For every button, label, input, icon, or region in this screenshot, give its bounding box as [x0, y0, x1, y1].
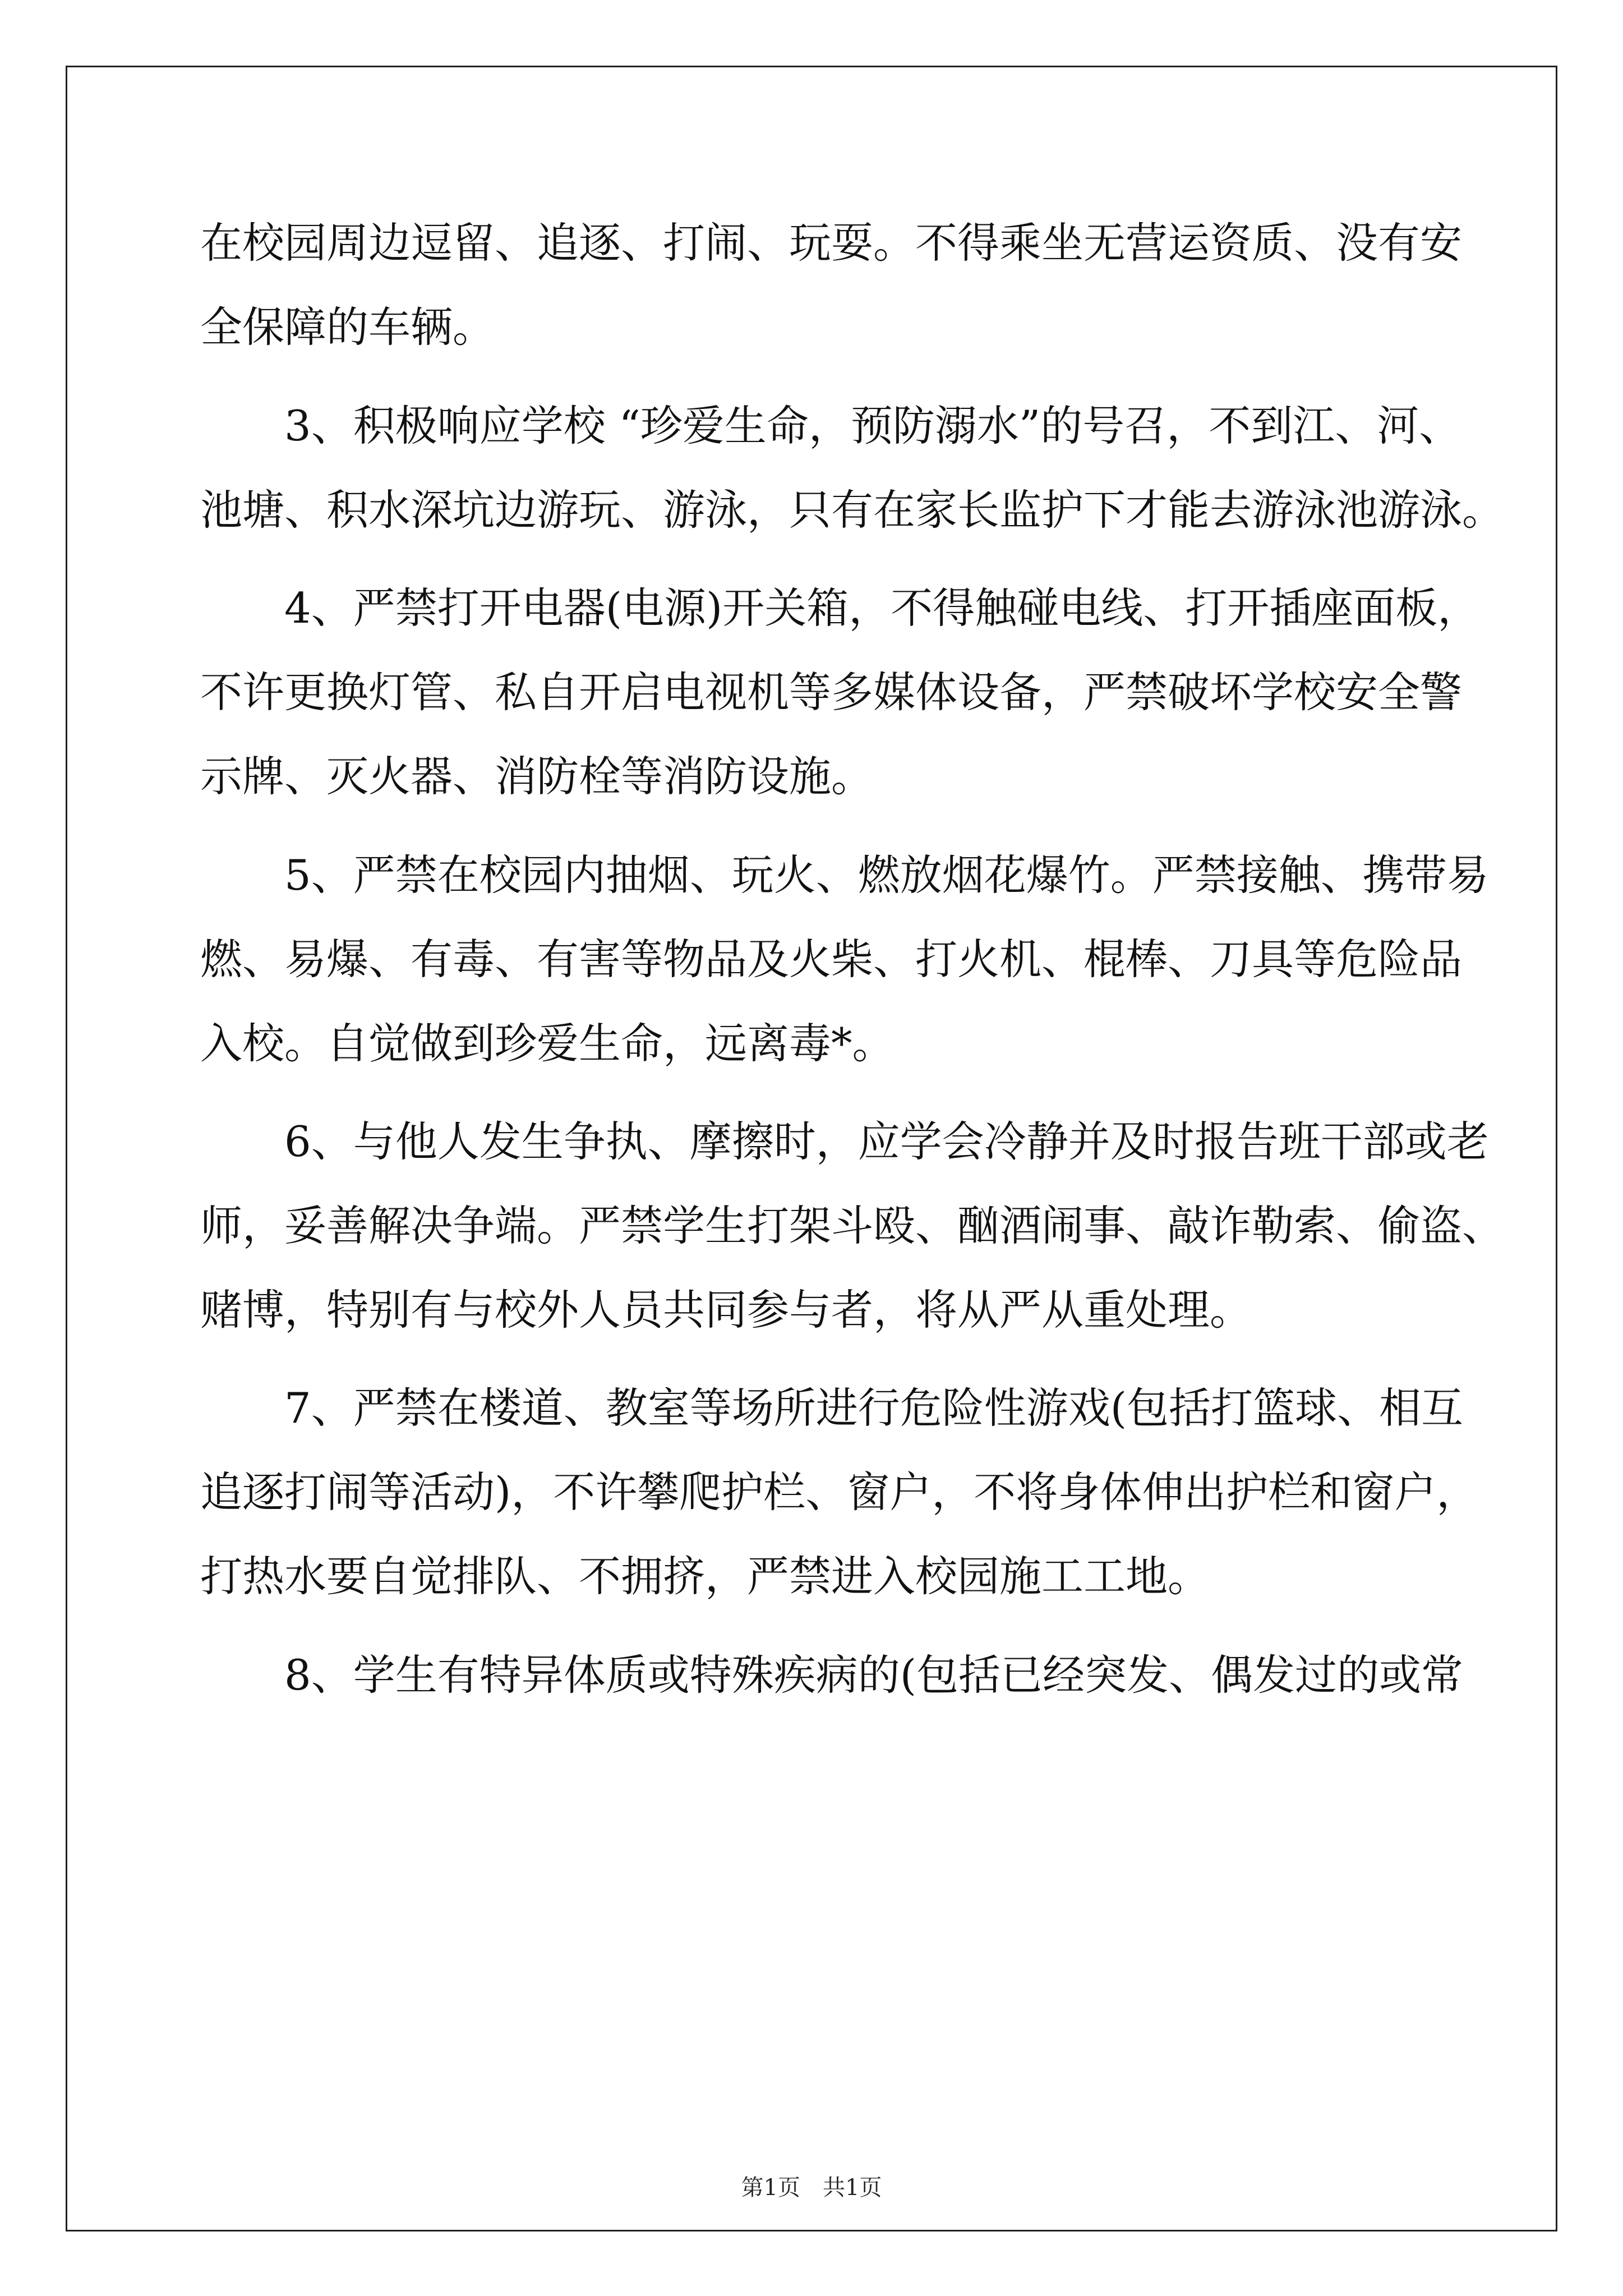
text-line: 赌博，特别有与校外人员共同参与者，将从严从重处理。 [200, 1285, 1252, 1335]
text-line: 打热水要自觉排队、不拥挤，严禁进入校园施工工地。 [200, 1552, 1210, 1601]
text-line: 6、与他人发生争执、摩擦时，应学会冷静并及时报告班干部或老 [284, 1117, 1489, 1166]
text-line: 追逐打闹等活动)，不许攀爬护栏、窗户，不将身体伸出护栏和窗户， [200, 1467, 1479, 1517]
text-line: 在校园周边逗留、追逐、打闹、玩耍。不得乘坐无营运资质、没有安 [200, 218, 1463, 268]
text-line: 8、学生有特异体质或特殊疾病的(包括已经突发、偶发过的或常 [284, 1650, 1463, 1700]
text-line: 入校。自觉做到珍爱生命，远离毒*。 [200, 1019, 895, 1068]
text-line: 师，妥善解决争端。严禁学生打架斗殴、酗酒闹事、敲诈勒索、偷盗、 [200, 1201, 1505, 1250]
text-line: 5、严禁在校园内抽烟、玩火、燃放烟花爆竹。严禁接触、携带易 [284, 850, 1489, 900]
text-line: 全保障的车辆。 [200, 302, 495, 352]
text-line: 燃、易爆、有毒、有害等物品及火柴、打火机、棍棒、刀具等危险品 [200, 935, 1463, 984]
text-line: 3、积极响应学校 “珍爱生命，预防溺水”的号召，不到江、河、 [284, 401, 1461, 450]
text-line: 7、严禁在楼道、教室等场所进行危险性游戏(包括打篮球、相互 [284, 1383, 1463, 1433]
text-line: 池塘、积水深坑边游玩、游泳，只有在家长监护下才能去游泳池游泳。 [200, 485, 1505, 535]
page-number: 第1页 共1页 [741, 2175, 882, 2201]
text-line: 不许更换灯管、私自开启电视机等多媒体设备，严禁破坏学校安全警 [200, 668, 1463, 717]
text-line: 4、严禁打开电器(电源)开关箱，不得触碰电线、打开插座面板， [284, 583, 1480, 633]
text-line: 示牌、灭火器、消防栓等消防设施。 [200, 752, 874, 801]
